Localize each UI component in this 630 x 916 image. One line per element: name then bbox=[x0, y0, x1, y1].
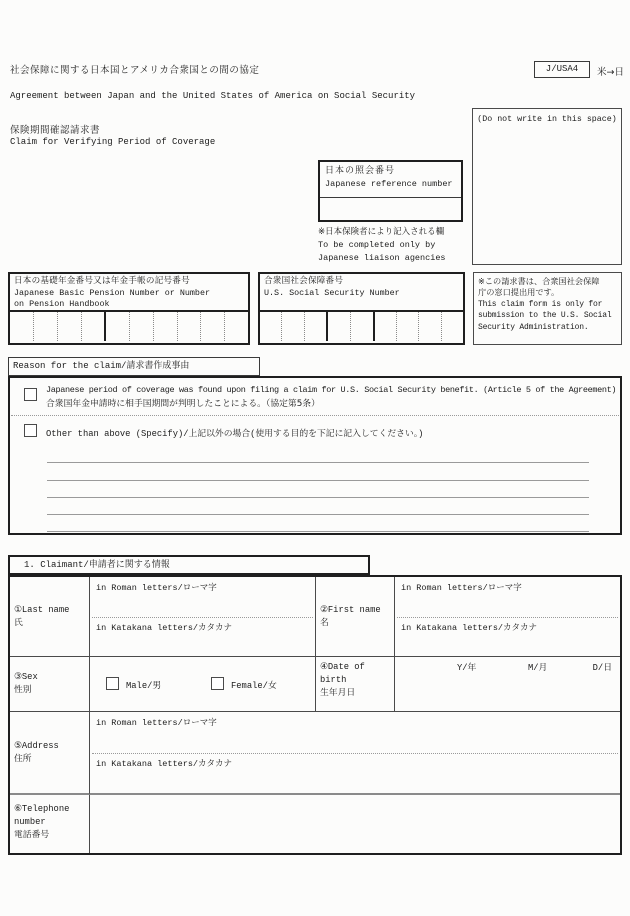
digit-cell[interactable] bbox=[441, 312, 463, 341]
reason-divider bbox=[11, 415, 619, 416]
dob-day-label: D/日 bbox=[592, 663, 612, 673]
us-ssn-box bbox=[258, 272, 465, 345]
digit-cell[interactable] bbox=[328, 312, 350, 341]
last-name-input-cell[interactable] bbox=[90, 577, 316, 657]
male-label: Male/男 bbox=[126, 681, 162, 691]
cell-divider bbox=[92, 753, 618, 754]
us-ssn-label-en: U.S. Social Security Number bbox=[264, 287, 400, 298]
write-line[interactable] bbox=[47, 481, 589, 498]
first-name-label: ②First name 名 bbox=[316, 577, 395, 657]
reason-option1-ja: 合衆国年金申請時に相手国期間が判明したことによる。（協定第5条） bbox=[46, 398, 320, 409]
reference-note-ja: ※日本保険者により記入される欄 bbox=[318, 227, 445, 237]
claimant-table bbox=[8, 575, 622, 855]
us-ssn-number-cells bbox=[260, 312, 463, 341]
reference-note-en2: Japanese liaison agencies bbox=[318, 253, 446, 263]
digit-cell-group bbox=[260, 312, 326, 341]
male-checkbox[interactable] bbox=[106, 677, 119, 690]
us-ssn-label-ja: 合衆国社会保障番号 bbox=[264, 276, 344, 286]
digit-cell[interactable] bbox=[281, 312, 303, 341]
address-roman-label: in Roman letters/ローマ字 bbox=[96, 718, 217, 728]
do-not-write-box bbox=[472, 108, 622, 265]
digit-cell[interactable] bbox=[418, 312, 440, 341]
reference-label-ja: 日本の照会番号 bbox=[325, 166, 396, 176]
address-label: ⑤Address 住所 bbox=[10, 712, 90, 795]
digit-cell[interactable] bbox=[33, 312, 57, 341]
form-code-badge: J/USA4 bbox=[534, 61, 590, 78]
jp-pension-label-en2: on Pension Handbook bbox=[14, 299, 110, 310]
reason-section bbox=[8, 376, 622, 535]
digit-cell[interactable] bbox=[224, 312, 248, 341]
reason-section-title: Reason for the claim/請求書作成事由 bbox=[8, 357, 260, 376]
submission-note-en2: submission to the U.S. Social bbox=[478, 311, 612, 321]
last-name-roman-label: in Roman letters/ローマ字 bbox=[96, 583, 217, 593]
digit-cell[interactable] bbox=[350, 312, 373, 341]
cell-divider bbox=[397, 617, 618, 618]
female-label: Female/女 bbox=[231, 681, 277, 691]
jp-pension-number-box bbox=[8, 272, 250, 345]
reference-label-en: Japanese reference number bbox=[325, 179, 453, 189]
digit-cell-group bbox=[373, 312, 463, 341]
reference-note bbox=[318, 226, 446, 265]
direction-label: 米→日 bbox=[597, 67, 624, 78]
claimant-section-title: 1. Claimant/申請者に関する情報 bbox=[8, 555, 370, 575]
write-line[interactable] bbox=[47, 515, 589, 532]
last-name-katakana-label: in Katakana letters/カタカナ bbox=[96, 623, 233, 633]
digit-cell-group bbox=[104, 312, 248, 341]
submission-note-en3: Security Administration. bbox=[478, 322, 589, 332]
digit-cell[interactable] bbox=[200, 312, 224, 341]
reference-note-en1: To be completed only by bbox=[318, 240, 436, 250]
female-checkbox[interactable] bbox=[211, 677, 224, 690]
write-line[interactable] bbox=[47, 446, 589, 463]
last-name-label: ①Last name 氏 bbox=[10, 577, 90, 657]
digit-cell[interactable] bbox=[81, 312, 105, 341]
submission-note-en1: This claim form is only for bbox=[478, 299, 603, 309]
digit-cell[interactable] bbox=[177, 312, 201, 341]
write-line[interactable] bbox=[47, 463, 589, 480]
first-name-input-cell[interactable] bbox=[395, 577, 620, 657]
claim-title-en: Claim for Verifying Period of Coverage bbox=[10, 137, 216, 147]
agreement-title-en: Agreement between Japan and the United States of America on Social Security bbox=[10, 91, 416, 101]
reason-option1-checkbox[interactable] bbox=[24, 388, 37, 401]
submission-note-ja1: ※この請求書は、合衆国社会保障 bbox=[478, 276, 600, 286]
reference-number-box bbox=[318, 160, 463, 222]
dob-year-label: Y/年 bbox=[457, 663, 477, 673]
phone-label: ⑥Telephone number 電話番号 bbox=[10, 795, 90, 853]
reason-option2-label: Other than above (Specify)/上記以外の場合(使用する目的を下記に記入してください。) bbox=[46, 429, 424, 439]
submission-note-box bbox=[473, 272, 622, 345]
digit-cell-group bbox=[10, 312, 104, 341]
reason-option2-checkbox[interactable] bbox=[24, 424, 37, 437]
reference-number-input[interactable] bbox=[320, 198, 461, 220]
dob-input-cell[interactable] bbox=[395, 657, 620, 712]
digit-cell[interactable] bbox=[396, 312, 418, 341]
digit-cell[interactable] bbox=[304, 312, 326, 341]
sex-label: ③Sex 性別 bbox=[10, 657, 90, 712]
digit-cell[interactable] bbox=[260, 312, 281, 341]
dob-label: ④Date of birth 生年月日 bbox=[316, 657, 395, 712]
phone-input-cell[interactable] bbox=[90, 795, 620, 853]
agreement-title-ja: 社会保障に関する日本国とアメリカ合衆国との間の協定 bbox=[10, 65, 260, 76]
reason-specify-area bbox=[47, 446, 589, 532]
reason-option1-en: Japanese period of coverage was found upon filing a claim for U.S. Social Security benefit. (Article 5 of the Agreement) bbox=[46, 385, 617, 395]
digit-cell[interactable] bbox=[129, 312, 153, 341]
digit-cell[interactable] bbox=[106, 312, 129, 341]
digit-cell[interactable] bbox=[153, 312, 177, 341]
dob-month-label: M/月 bbox=[528, 663, 548, 673]
jp-pension-label-ja: 日本の基礎年金番号又は年金手帳の記号番号 bbox=[14, 276, 190, 286]
address-katakana-label: in Katakana letters/カタカナ bbox=[96, 759, 233, 769]
write-line[interactable] bbox=[47, 498, 589, 515]
first-name-roman-label: in Roman letters/ローマ字 bbox=[401, 583, 522, 593]
claim-title-ja: 保険期間確認請求書 bbox=[10, 125, 101, 136]
submission-note-ja2: 庁の窓口提出用です。 bbox=[478, 287, 560, 298]
digit-cell-group bbox=[326, 312, 372, 341]
jp-pension-label-en1: Japanese Basic Pension Number or Number bbox=[14, 287, 211, 298]
jp-pension-number-cells bbox=[10, 312, 248, 341]
cell-divider bbox=[92, 617, 313, 618]
first-name-katakana-label: in Katakana letters/カタカナ bbox=[401, 623, 538, 633]
sex-input-cell bbox=[90, 657, 316, 712]
digit-cell[interactable] bbox=[375, 312, 396, 341]
digit-cell[interactable] bbox=[10, 312, 33, 341]
do-not-write-label: (Do not write in this space) bbox=[477, 115, 617, 124]
address-input-cell[interactable] bbox=[90, 712, 620, 795]
digit-cell[interactable] bbox=[57, 312, 81, 341]
